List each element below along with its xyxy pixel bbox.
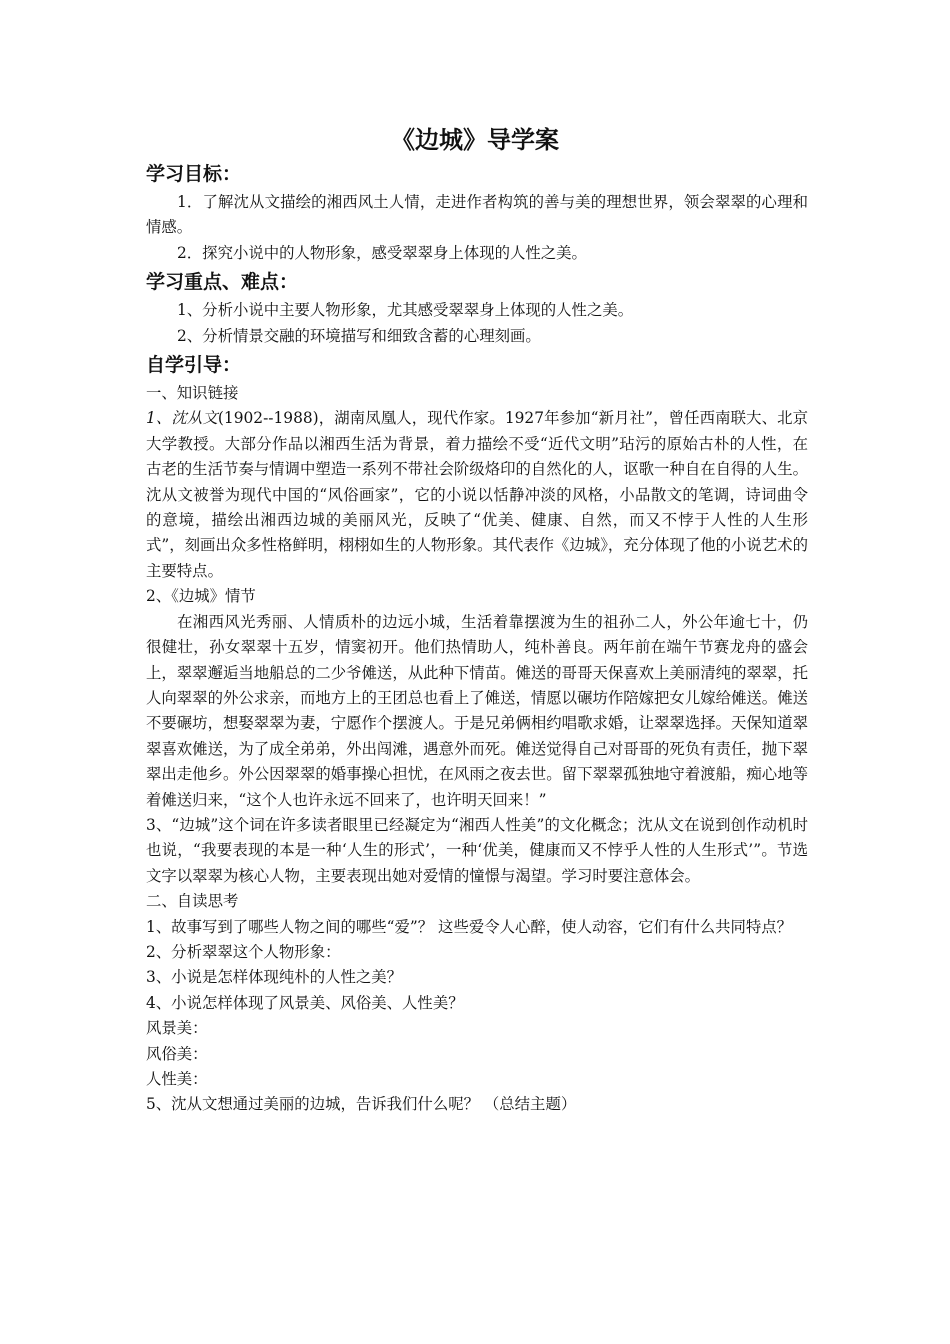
question-item: 4、小说怎样体现了风景美、风俗美、人性美？	[146, 993, 464, 1012]
answer-label: 风俗美：	[146, 1044, 208, 1063]
heading-key-points: 学习重点、难点：	[146, 271, 299, 294]
question-item: 2、分析翠翠这个人物形象：	[146, 942, 341, 961]
key-point-item: 2、分析情景交融的环境描写和细致含蓄的心理刻画。	[177, 326, 541, 345]
answer-label: 人性美：	[146, 1070, 208, 1088]
part1-title: 一、知识链接	[146, 384, 239, 403]
author-text: (1902--1988)，湖南凤凰人，现代作家。1927年参加“新月社”，曾任西南联大、北京大学教授。大部分作品以湘西生活为背景，着力描绘不受“近代文明”玷污的原始古朴的人性，在古老的生活节奏与情调中塑造一系列不带社会阶级烙印的自然化的人，讴歌一种自在自得的人生。沈从文被誉为现代中国的“风俗画家”，它的小说以恬静冲淡的风格，小品散文的笔调，诗词曲令的意境，描绘出湘西边城的美丽风光，反映了“优美、健康、自然，而又不悖于人性的人生形式”，刻画出众多性格鲜明，栩栩如生的人物形象。其代表作《边城》，充分体现了他的小说艺术的主要特点。	[146, 409, 808, 580]
question-item: 3、小说是怎样体现纯朴的人性之美？	[146, 968, 403, 987]
heading-objectives: 学习目标：	[146, 163, 242, 185]
plot-paragraph: 在湘西风光秀丽、人情质朴的边远小城，生活着靠摆渡为生的祖孙二人，外公年逾七十，仍很健壮，孙女翠翠十五岁，情窦初开。他们热情助人，纯朴善良。两年前在端午节赛龙舟的盛会上，翠翠邂逅当地船总的二少爷傩送，从此种下情苗。傩送的哥哥天保喜欢上美丽清纯的翠翠，托人向翠翠的外公求亲，而地方上的王团总也看上了傩送，情愿以碾坊作陪嫁把女儿嫁给傩送。傩送不要碾坊，想娶翠翠为妻，宁愿作个摆渡人。于是兄弟俩相约唱歌求婚，让翠翠选择。天保知道翠翠喜欢傩送，为了成全弟弟，外出闯滩，遇意外而死。傩送觉得自己对哥哥的死负有责任，抛下翠翠出走他乡。外公因翠翠的婚事操心担忧，在风雨之夜去世。留下翠翠孤独地守着渡船，痴心地等着傩送归来，“这个人也许永远不回来了，也许明天回来！”	[146, 612, 808, 809]
question-item: 1、故事写到了哪些人物之间的哪些“爱”？ 这些爱令人心醉，使人动容，它们有什么共同特点？	[146, 917, 793, 936]
part2-title: 二、自读思考	[146, 892, 239, 911]
objective-item: 1．了解沈从文描绘的湘西风土人情，走进作者构筑的善与美的理想世界，领会翠翠的心理和情感。	[146, 193, 808, 237]
question-item: 5、沈从文想通过美丽的边城，告诉我们什么呢？ （总结主题）	[146, 1095, 577, 1114]
document-body	[146, 158, 808, 1118]
author-prefix: 1、沈从文	[146, 409, 218, 428]
key-point-item: 1、分析小说中主要人物形象，尤其感受翠翠身上体现的人性之美。	[177, 301, 634, 320]
author-paragraph	[146, 406, 808, 584]
objective-item: 2．探究小说中的人物形象，感受翠翠身上体现的人性之美。	[177, 243, 587, 262]
heading-guide: 自学引导：	[146, 354, 242, 377]
answer-label: 风景美：	[146, 1019, 208, 1038]
concept-paragraph: 3、“边城”这个词在许多读者眼里已经凝定为“湘西人性美”的文化概念；沈从文在说到创作动机时也说，“我要表现的本是一种‘人生的形式’，一种‘优美，健康而又不悖乎人性的人生形式’”。节选文字以翠翠为核心人物，主要表现出她对爱情的憧憬与渴望。学习时要注意体会。	[146, 815, 808, 885]
page-title: 《边城》导学案	[391, 126, 559, 154]
plot-title: 2、《边城》情节	[146, 587, 256, 606]
